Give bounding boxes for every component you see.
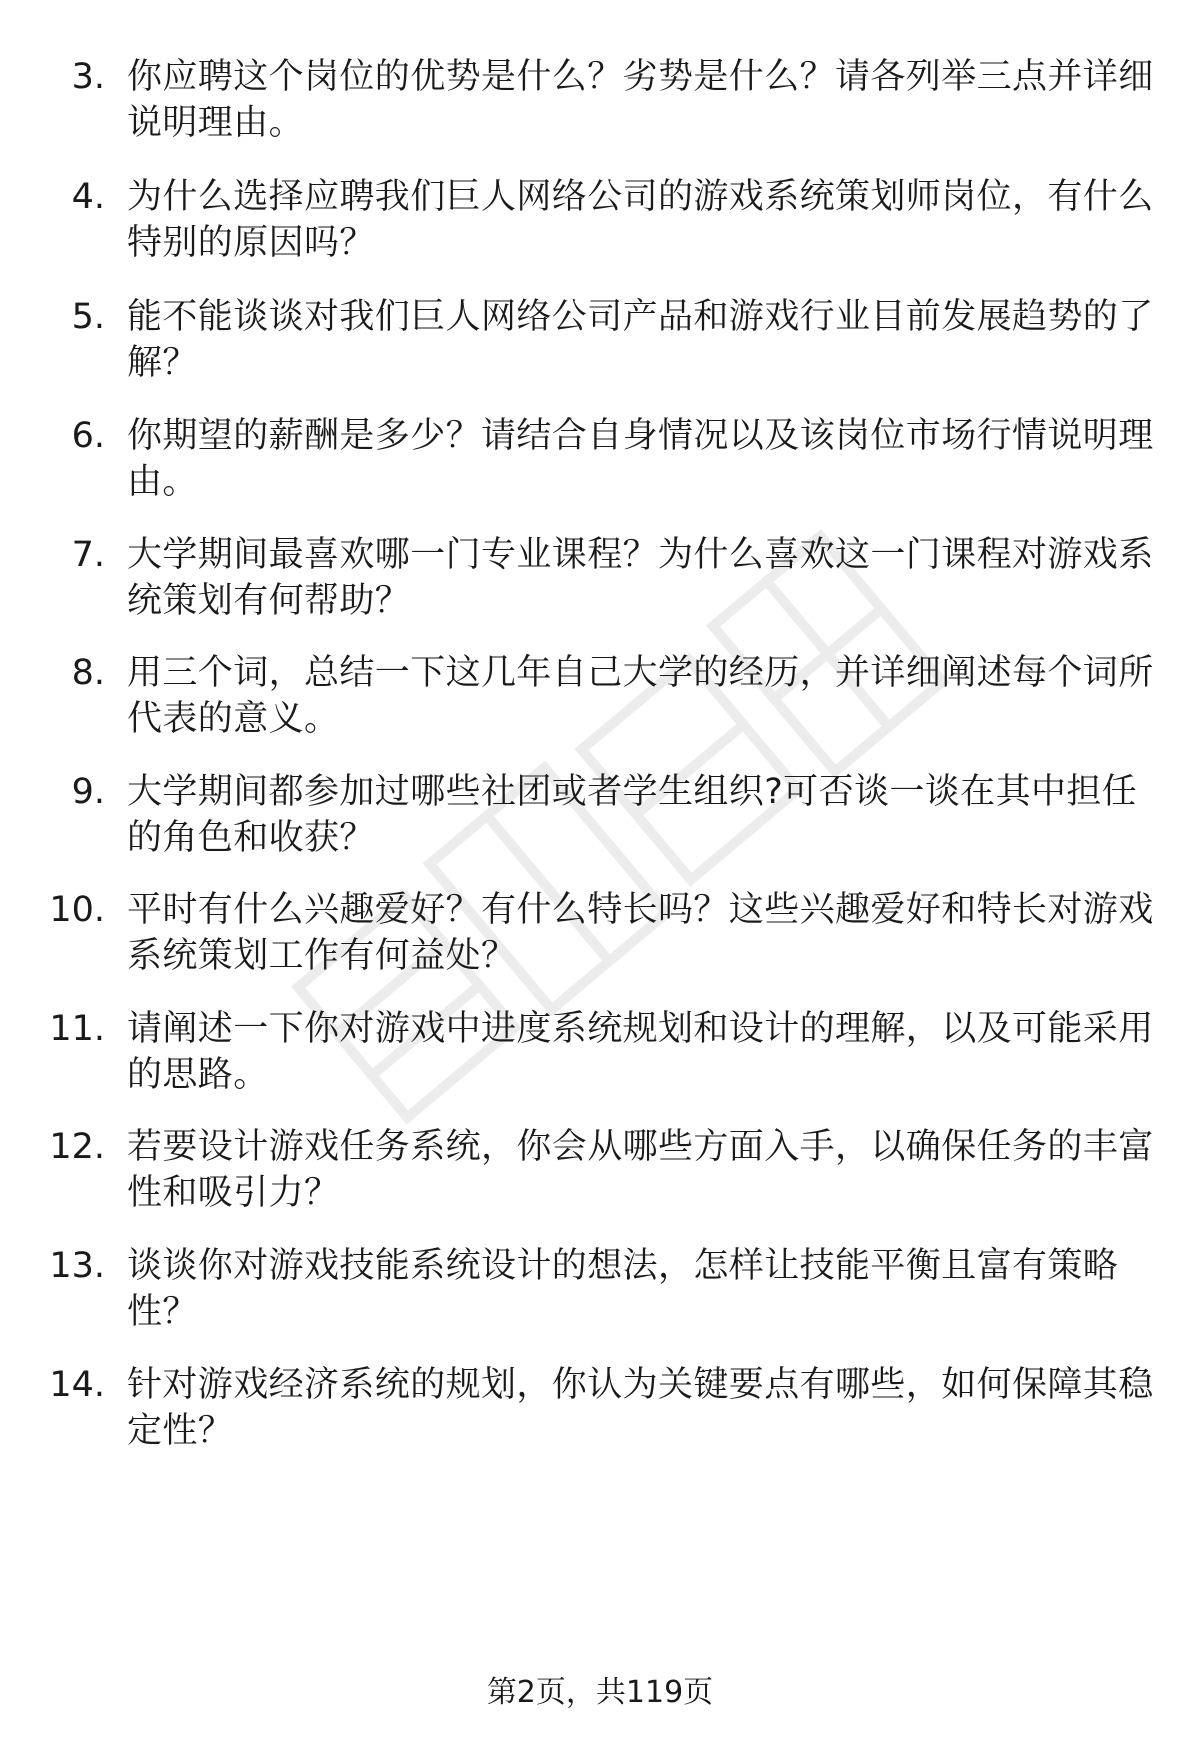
- question-text: 用三个词，总结一下这几年自己大学的经历，并详细阐述每个词所代表的意义。: [127, 653, 1154, 739]
- question-item: [0, 650, 1200, 770]
- question-item: [0, 1243, 1200, 1363]
- question-item: [0, 54, 1200, 174]
- page-footer: 第2页，共119页: [486, 1675, 714, 1710]
- question-item: [0, 174, 1200, 294]
- question-item: [0, 1006, 1200, 1126]
- question-text: 你期望的薪酬是多少？请结合自身情况以及该岗位市场行情说明理由。: [127, 416, 1154, 502]
- question-number: 11.: [49, 1009, 105, 1049]
- question-number: 9.: [71, 772, 105, 812]
- question-item: [0, 1362, 1200, 1482]
- question-item: [0, 413, 1200, 533]
- question-number: 4.: [71, 177, 105, 217]
- question-text: 你应聘这个岗位的优势是什么？劣势是什么？请各列举三点并详细说明理由。: [127, 57, 1154, 143]
- question-number: 5.: [71, 297, 105, 337]
- question-number: 8.: [71, 653, 105, 693]
- question-number: 7.: [71, 535, 105, 575]
- question-text: 平时有什么兴趣爱好？有什么特长吗？这些兴趣爱好和特长对游戏系统策划工作有何益处？: [127, 890, 1154, 976]
- question-number: 13.: [49, 1246, 105, 1286]
- question-item: [0, 294, 1200, 414]
- question-number: 12.: [49, 1127, 105, 1167]
- question-number: 3.: [71, 57, 105, 97]
- question-text: 请阐述一下你对游戏中进度系统规划和设计的理解，以及可能采用的思路。: [127, 1009, 1154, 1095]
- question-number: 14.: [49, 1365, 105, 1405]
- question-text: 若要设计游戏任务系统，你会从哪些方面入手，以确保任务的丰富性和吸引力？: [127, 1127, 1154, 1213]
- question-text: 为什么选择应聘我们巨人网络公司的游戏系统策划师岗位，有什么特别的原因吗？: [127, 177, 1154, 263]
- question-text: 大学期间最喜欢哪一门专业课程？为什么喜欢这一门课程对游戏系统策划有何帮助？: [127, 535, 1154, 621]
- question-number: 10.: [49, 890, 105, 930]
- question-text: 大学期间都参加过哪些社团或者学生组织?可否谈一谈在其中担任的角色和收获？: [127, 772, 1138, 858]
- question-item: [0, 1124, 1200, 1244]
- question-number: 6.: [71, 416, 105, 456]
- question-item: [0, 887, 1200, 1007]
- question-text: 谈谈你对游戏技能系统设计的想法，怎样让技能平衡且富有策略性？: [127, 1246, 1119, 1332]
- question-item: [0, 532, 1200, 652]
- question-item: [0, 769, 1200, 889]
- question-text: 针对游戏经济系统的规划，你认为关键要点有哪些，如何保障其稳定性？: [127, 1365, 1154, 1451]
- question-text: 能不能谈谈对我们巨人网络公司产品和游戏行业目前发展趋势的了解？: [127, 297, 1154, 383]
